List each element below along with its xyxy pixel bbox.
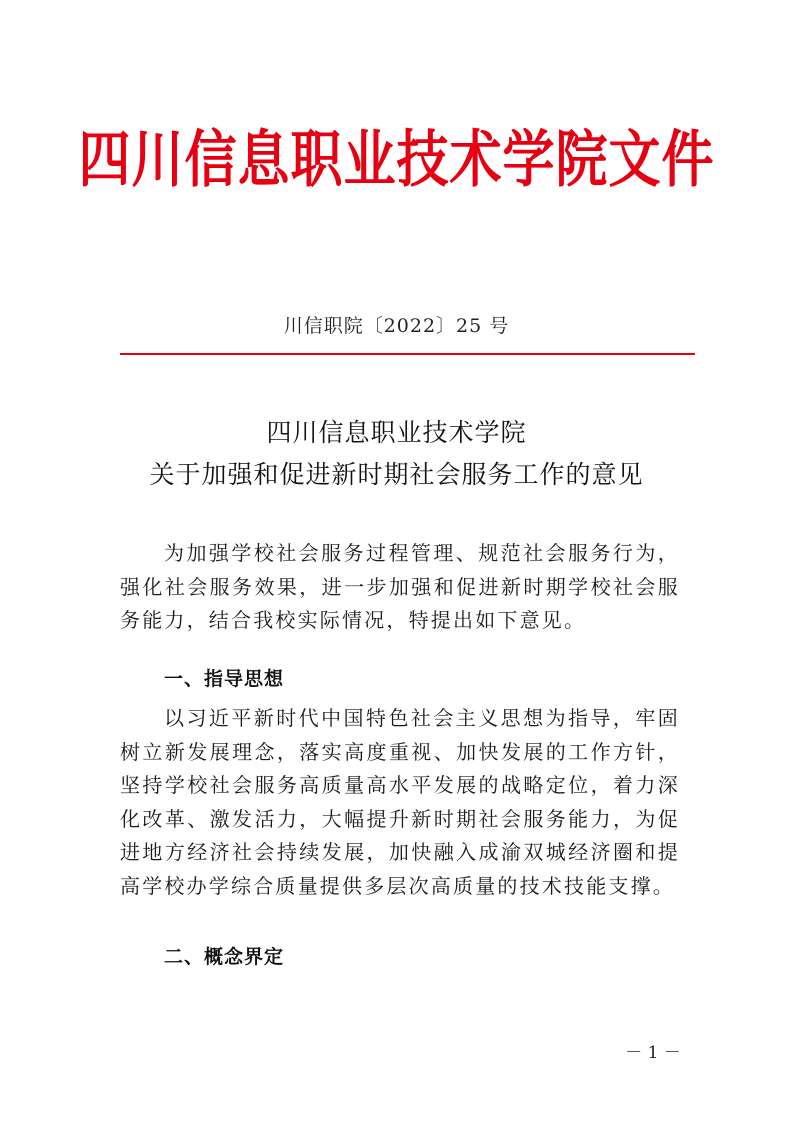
section-heading-concept-definition: 二、概念界定	[164, 946, 285, 968]
document-number: 川信职院〔2022〕25 号	[283, 315, 510, 337]
document-title-line-2: 关于加强和促进新时期社会服务工作的意见	[149, 460, 644, 489]
red-divider-line	[120, 353, 695, 355]
page-number: － 1 －	[625, 1043, 681, 1063]
intro-paragraph: 为加强学校社会服务过程管理、规范社会服务行为，强化社会服务效果，进一步加强和促进新时期学校社会服务能力，结合我校实际情况，特提出如下意见。	[120, 541, 680, 632]
document-title-line-1: 四川信息职业技术学院	[266, 418, 527, 447]
section-heading-guiding-ideology: 一、指导思想	[164, 668, 285, 690]
guiding-ideology-paragraph: 以习近平新时代中国特色社会主义思想为指导，牢固树立新发展理念，落实高度重视、加快发展的工作方针，坚持学校社会服务高质量高水平发展的战略定位，着力深化改革、激发活力，大幅提升新时期社会服务能力，为促进地方经济社会持续发展，加快融入成渝双城经济圈和提高学校办学综合质量提供多层次高质量的技术技能支撑。	[120, 706, 680, 898]
document-header-title: 四川信息职业技术学院文件	[78, 125, 715, 196]
